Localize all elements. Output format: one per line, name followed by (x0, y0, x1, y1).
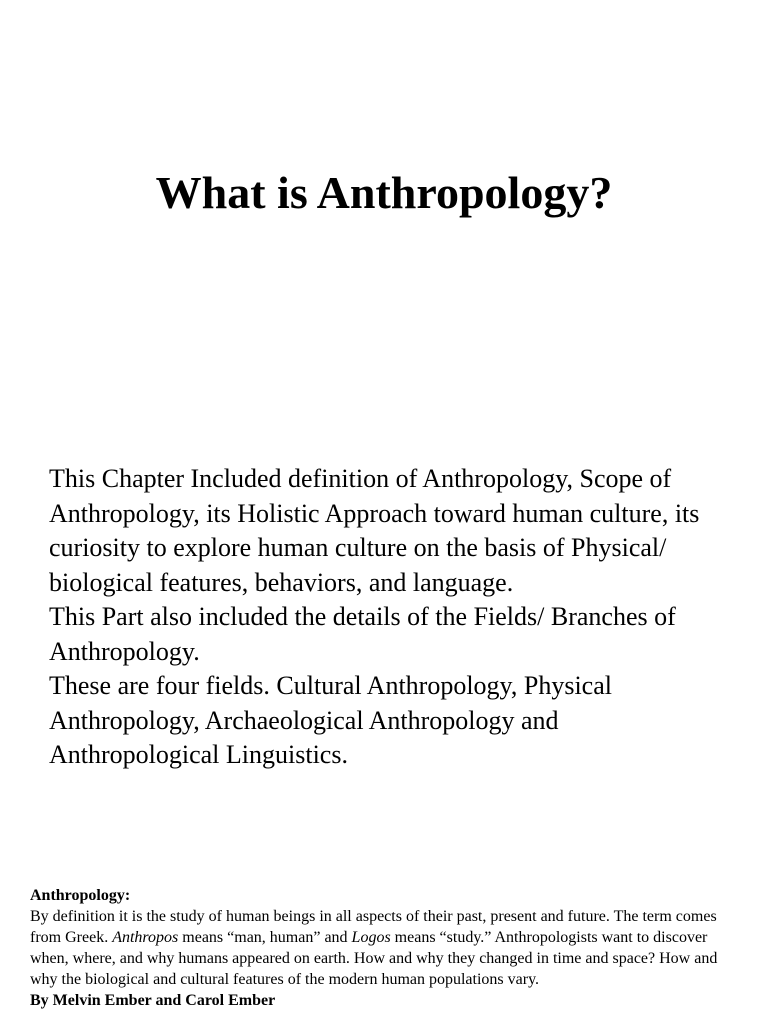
summary-paragraph: These are four fields. Cultural Anthropology, Physical Anthropology, Archaeological Anthropology and Anthropological Linguistics. (49, 671, 612, 769)
author-credit: By Melvin Ember and Carol Ember (30, 992, 276, 1009)
greek-term-anthropos: Anthropos (112, 929, 179, 946)
section-heading: Anthropology: (30, 887, 131, 904)
greek-term-logos: Logos (351, 929, 391, 946)
chapter-summary (49, 462, 729, 773)
body-text: By definition it is the study of human beings in all aspects of their past, present and future. The term comes from Greek. (30, 908, 717, 946)
document-title: What is Anthropology? (155, 167, 613, 218)
body-text: means “man, human” and (178, 929, 352, 946)
anthropology-definition-section (30, 885, 740, 1011)
section-body (30, 906, 740, 990)
body-text: means “study.” Anthropologists want to discover when, where, and why humans appeared on earth. How and why they changed in time and space? How and why the biological and cultural features of the modern human populations vary. (30, 929, 718, 988)
summary-paragraph: This Chapter Included definition of Anthropology, Scope of Anthropology, its Holistic Approach toward human culture, its curiosity to explore human culture on the basis of Physical/ biological features, behaviors, and language. (49, 464, 700, 597)
summary-paragraph: This Part also included the details of the Fields/ Branches of Anthropology. (49, 602, 676, 666)
